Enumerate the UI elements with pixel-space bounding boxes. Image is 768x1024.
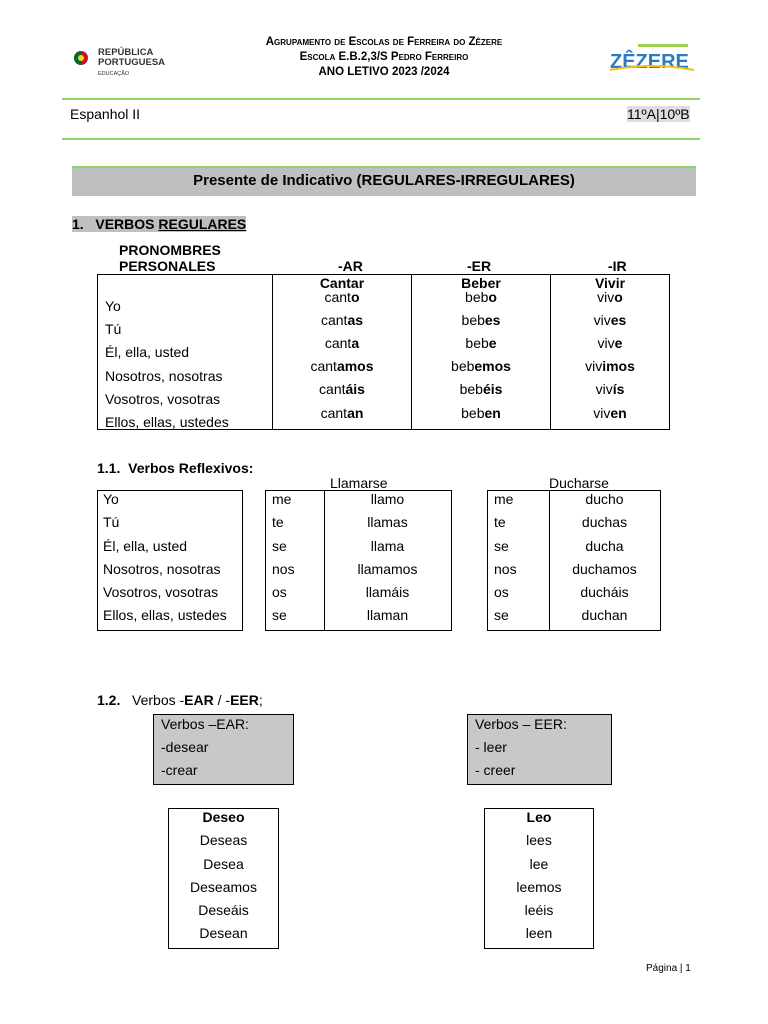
reflexive-verb-form: llamamos [357, 561, 418, 577]
reflexive-verb-form: llamas [367, 514, 408, 530]
conjugation-form: Desea [203, 856, 244, 872]
reflexive-particle: nos [272, 561, 295, 577]
reflexive-verb-form: duchamos [572, 561, 637, 577]
reflexive-pronoun: Nosotros, nosotras [103, 561, 221, 577]
conjugation-form: leemos [516, 879, 562, 895]
reflexive-particle: te [494, 514, 506, 530]
conjugation-form: lee [529, 856, 549, 872]
pronoun-row: Yo [105, 298, 121, 314]
conjugation-cell: cantan [320, 405, 364, 421]
reflexive-pronoun: Vosotros, vosotras [103, 584, 219, 600]
subject-label: Espanhol II [70, 106, 141, 122]
conjugation-cell: vivo [597, 289, 623, 305]
conjugation-form: Deseamos [190, 879, 257, 895]
verb-vivir: Vivir [594, 275, 626, 291]
reflexive-particle: te [272, 514, 284, 530]
ducharse-box [487, 490, 661, 631]
conjugation-form: Leo [526, 809, 552, 825]
svg-text:EDUCAÇÃO: EDUCAÇÃO [98, 71, 130, 77]
reflexive-pronoun: Tú [103, 514, 120, 530]
conjugation-cell: cantamos [310, 358, 374, 374]
pronoun-row: Él, ella, usted [105, 344, 190, 360]
reflexive-particle: se [272, 607, 287, 623]
conjugation-cell: cantas [320, 312, 364, 328]
reflexive-particle: se [494, 607, 509, 623]
class-label: 11ºA|10ºB [627, 106, 690, 122]
zezere-logo [608, 40, 698, 76]
reflexive-pronoun: Él, ella, usted [103, 538, 188, 554]
conjugation-form: leéis [524, 902, 554, 918]
svg-text:REPÚBLICA: REPÚBLICA [98, 47, 154, 58]
pronouns-header-line1: PRONOMBRES [119, 242, 221, 258]
reflexive-pronoun: Yo [103, 491, 119, 507]
svg-text:PORTUGUESA: PORTUGUESA [98, 57, 166, 68]
conjugation-cell: vivimos [585, 358, 635, 374]
subject-divider [62, 138, 700, 140]
llamarse-box [265, 490, 452, 631]
conjugation-form: Deseas [199, 832, 248, 848]
conjugation-cell: vivís [595, 381, 625, 397]
pronoun-row: Ellos, ellas, ustedes [105, 414, 229, 430]
reflexive-verb-form: duchan [581, 607, 628, 623]
conjugation-cell: bebes [461, 312, 501, 328]
conjugation-cell: beben [461, 405, 501, 421]
desear-conjugation-box [168, 808, 279, 949]
conjugation-form: lees [526, 832, 552, 848]
section-1-1-heading: 1.1. Verbos Reflexivos: [97, 460, 254, 476]
regular-verbs-table [97, 274, 670, 430]
conjugation-form: Desean [199, 925, 248, 941]
reflexive-verb-form: ducho [585, 491, 624, 507]
reflexive-particle: se [272, 538, 287, 554]
reflexive-verb-form: ducháis [580, 584, 629, 600]
conjugation-cell: canto [324, 289, 360, 305]
reflexive-verb-form: llamáis [365, 584, 410, 600]
reflexive-verb-form: llamo [370, 491, 405, 507]
reflexive-particle: nos [494, 561, 517, 577]
conjugation-form: Deseo [202, 809, 245, 825]
pronoun-row: Nosotros, nosotras [105, 368, 223, 384]
conjugation-cell: bebo [465, 289, 497, 305]
pronouns-header-line2: PERSONALES [119, 258, 216, 274]
ear-verbs-box: Verbos –EAR: -desear -crear [153, 714, 294, 785]
pronoun-row: Vosotros, vosotras [105, 391, 221, 407]
reflexive-particle: os [272, 584, 287, 600]
col-header-er: -ER [467, 258, 492, 274]
reflexive-verb-form: llaman [366, 607, 409, 623]
ducharse-title: Ducharse [549, 475, 609, 491]
conjugation-form: Deseáis [198, 902, 249, 918]
conjugation-cell: viven [593, 405, 627, 421]
conjugation-cell: bebemos [451, 358, 511, 374]
section-1-2-heading: 1.2. Verbos -EAR / -EER; [97, 692, 263, 708]
conjugation-cell: vives [593, 312, 627, 328]
reflexive-pronoun: Ellos, ellas, ustedes [103, 607, 227, 623]
col-header-ar: -AR [338, 258, 363, 274]
reflexive-particle: se [494, 538, 509, 554]
school-year: ANO LETIVO 2023 /2024 [318, 66, 450, 78]
reflexive-verb-form: llama [370, 538, 405, 554]
eer-verbs-box: Verbos – EER: - leer - creer [467, 714, 612, 785]
leer-conjugation-box [484, 808, 594, 949]
reflexive-particle: me [494, 491, 514, 507]
school-name: Escola E.B.2,3/S Pedro Ferreiro [299, 51, 469, 63]
page-number: Página | 1 [646, 963, 691, 974]
header-divider [62, 98, 700, 100]
conjugation-form: leen [525, 925, 553, 941]
verb-cantar: Cantar [319, 275, 365, 291]
reflexive-particle: os [494, 584, 509, 600]
section-1-heading: 1. VERBOS REGULARES [72, 216, 247, 232]
conjugation-cell: bebe [465, 335, 497, 351]
reflexive-pronouns-box [97, 490, 243, 631]
conjugation-cell: bebéis [459, 381, 503, 397]
reflexive-verb-form: duchas [581, 514, 628, 530]
reflexive-particle: me [272, 491, 292, 507]
page-title: Presente de Indicativo (REGULARES-IRREGULARES) [72, 166, 696, 196]
school-group: Agrupamento de Escolas de Ferreira do Zêzere [265, 36, 503, 48]
conjugation-cell: canta [324, 335, 360, 351]
svg-text:ZÊZERE: ZÊZERE [610, 51, 689, 73]
pronoun-row: Tú [105, 321, 122, 337]
verb-beber: Beber [461, 275, 501, 291]
conjugation-cell: cantáis [319, 381, 365, 397]
reflexive-verb-form: ducha [585, 538, 624, 554]
col-header-ir: -IR [608, 258, 627, 274]
conjugation-cell: vive [597, 335, 623, 351]
llamarse-title: Llamarse [330, 475, 388, 491]
